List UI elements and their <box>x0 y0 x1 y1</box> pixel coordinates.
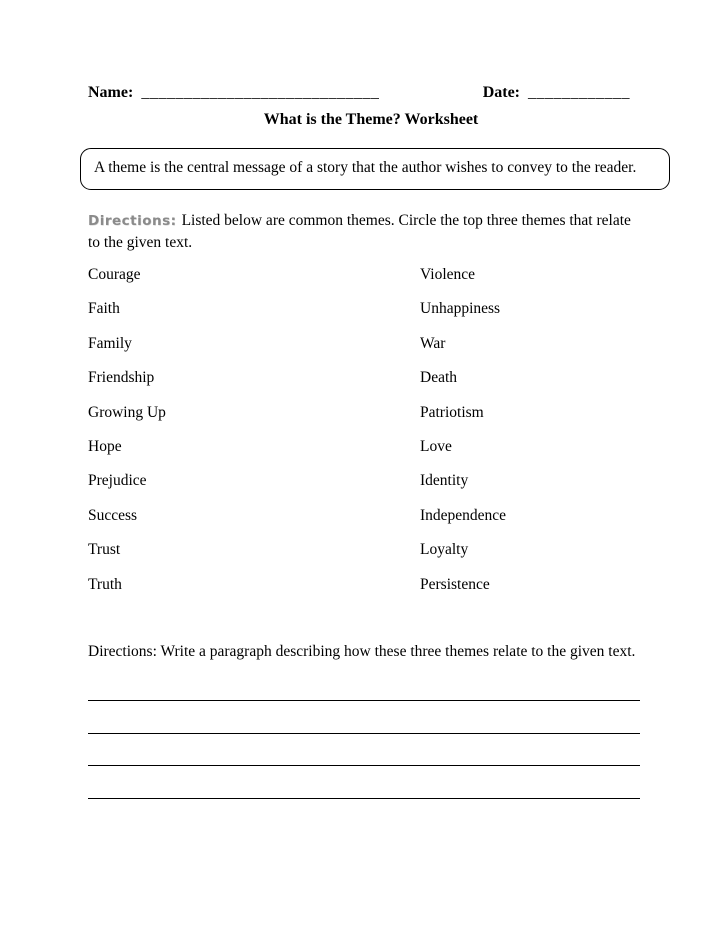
theme-item-loyalty: Loyalty <box>420 541 469 559</box>
name-date-row <box>88 84 640 102</box>
writing-line-2 <box>88 701 640 734</box>
theme-item-trust: Trust <box>88 541 121 559</box>
directions-1 <box>88 210 636 254</box>
theme-item-death: Death <box>420 369 458 387</box>
writing-lines <box>88 669 640 799</box>
theme-item-courage: Courage <box>88 266 141 283</box>
name-blank-line: ____________________________ <box>141 84 380 101</box>
theme-item-violence: Violence <box>420 266 476 283</box>
theme-item-war: War <box>420 334 446 352</box>
theme-item-persistence: Persistence <box>420 575 490 593</box>
directions-1-label: Directions: <box>88 213 177 229</box>
theme-item-success: Success <box>88 506 138 524</box>
theme-item-identity: Identity <box>420 472 469 490</box>
theme-item-patriotism: Patriotism <box>420 403 484 421</box>
definition-box <box>80 148 670 190</box>
directions-1-text: Listed below are common themes. Circle the top three themes that relate to the given text. <box>88 212 631 251</box>
writing-line-3 <box>88 734 640 767</box>
themes-left-column <box>88 266 420 610</box>
writing-line-1 <box>88 669 640 702</box>
theme-item-prejudice: Prejudice <box>88 472 147 490</box>
theme-item-friendship: Friendship <box>88 369 155 387</box>
date-field <box>483 84 630 102</box>
themes-right-column <box>420 266 648 610</box>
name-label: Name: <box>88 84 134 101</box>
definition-text: A theme is the central message of a story that the author wishes to convey to the reader. <box>94 159 637 176</box>
page-title: What is the Theme? Worksheet <box>263 111 479 128</box>
theme-item-hope: Hope <box>88 437 122 455</box>
date-blank-line: ____________ <box>528 84 630 101</box>
themes-list <box>88 266 648 610</box>
name-field <box>88 84 379 102</box>
theme-item-independence: Independence <box>420 506 507 524</box>
theme-item-family: Family <box>88 334 132 352</box>
theme-item-unhappiness: Unhappiness <box>420 300 501 318</box>
theme-item-truth: Truth <box>88 575 122 593</box>
theme-item-faith: Faith <box>88 300 120 318</box>
date-label: Date: <box>482 84 520 101</box>
theme-item-growing-up: Growing Up <box>88 403 166 421</box>
theme-item-love: Love <box>420 437 452 455</box>
writing-line-4 <box>88 766 640 799</box>
directions-2: Directions: Write a paragraph describing how these three themes relate to the given text. <box>88 642 636 660</box>
